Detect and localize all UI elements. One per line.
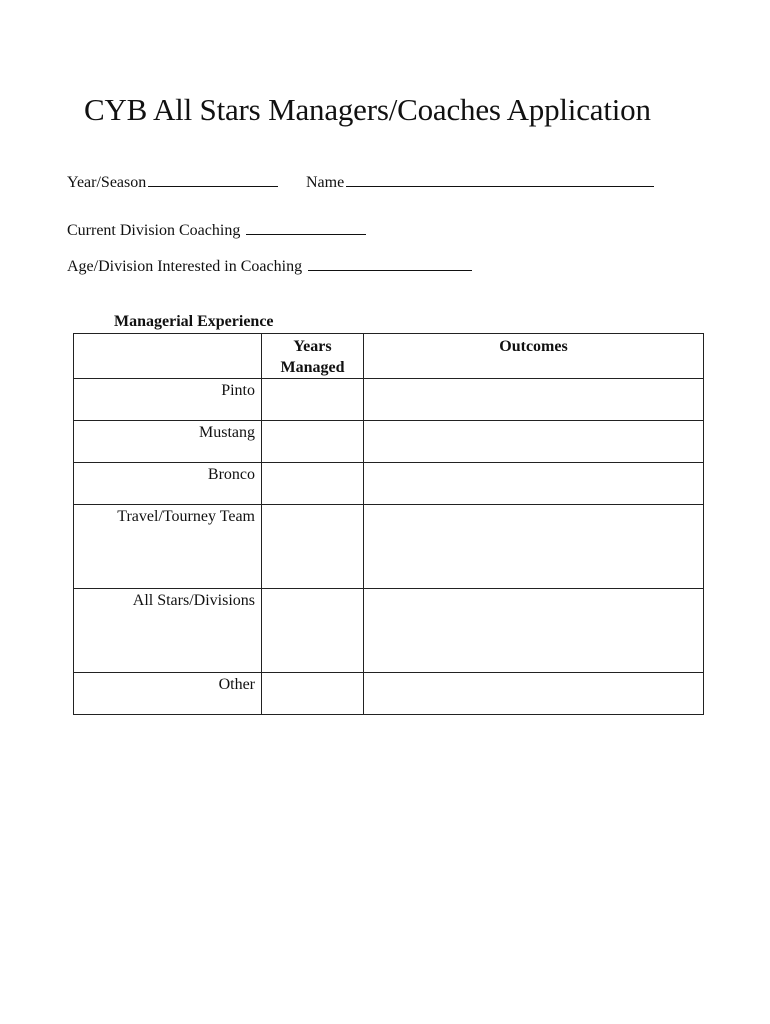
years-managed-text: Years Managed: [280, 338, 345, 376]
current-division-blank[interactable]: [246, 220, 366, 235]
outcomes-cell-bronco[interactable]: [364, 463, 704, 505]
form-title: CYB All Stars Managers/Coaches Application: [84, 92, 651, 127]
outcomes-cell-pinto[interactable]: [364, 379, 704, 421]
experience-table: [73, 333, 704, 715]
table-row: [74, 379, 704, 421]
row-label-pinto: Pinto: [221, 382, 255, 399]
year-season-field: [67, 172, 278, 192]
age-division-field: [67, 256, 472, 276]
outcomes-cell-other[interactable]: [364, 673, 704, 715]
year-season-label: Year/Season: [67, 174, 147, 191]
name-field: [306, 172, 654, 192]
row-label-bronco: Bronco: [207, 466, 255, 483]
row-label-cell: [74, 463, 262, 505]
row-label-cell: [74, 673, 262, 715]
years-cell-mustang[interactable]: [262, 421, 364, 463]
header-years-managed: [262, 334, 364, 379]
years-cell-bronco[interactable]: [262, 463, 364, 505]
table-row: [74, 463, 704, 505]
years-cell-other[interactable]: [262, 673, 364, 715]
outcomes-cell-all-stars[interactable]: [364, 589, 704, 673]
current-division-label: Current Division Coaching: [67, 222, 241, 239]
row-label-cell: [74, 589, 262, 673]
current-division-field: [67, 220, 366, 240]
row-label-cell: [74, 379, 262, 421]
years-cell-all-stars[interactable]: [262, 589, 364, 673]
outcomes-cell-travel-tourney[interactable]: [364, 505, 704, 589]
header-outcomes: [364, 334, 704, 379]
managerial-experience-heading: Managerial Experience: [114, 313, 274, 330]
name-label: Name: [306, 174, 345, 191]
year-season-blank[interactable]: [148, 172, 278, 187]
table-row: [74, 421, 704, 463]
header-empty-cell: [74, 334, 262, 379]
age-division-blank[interactable]: [308, 256, 472, 271]
years-cell-travel-tourney[interactable]: [262, 505, 364, 589]
outcomes-cell-mustang[interactable]: [364, 421, 704, 463]
row-label-cell: [74, 421, 262, 463]
outcomes-text: Outcomes: [499, 338, 568, 355]
table-row: [74, 505, 704, 589]
row-label-cell: [74, 505, 262, 589]
age-division-label: Age/Division Interested in Coaching: [67, 258, 303, 275]
row-label-travel-tourney: Travel/Tourney Team: [117, 508, 255, 525]
table-row: [74, 589, 704, 673]
row-label-all-stars: All Stars/Divisions: [132, 592, 255, 609]
row-label-mustang: Mustang: [199, 424, 255, 441]
row-label-other: Other: [218, 676, 255, 693]
years-cell-pinto[interactable]: [262, 379, 364, 421]
name-blank[interactable]: [346, 172, 654, 187]
table-header-row: [74, 334, 704, 379]
table-row: [74, 673, 704, 715]
